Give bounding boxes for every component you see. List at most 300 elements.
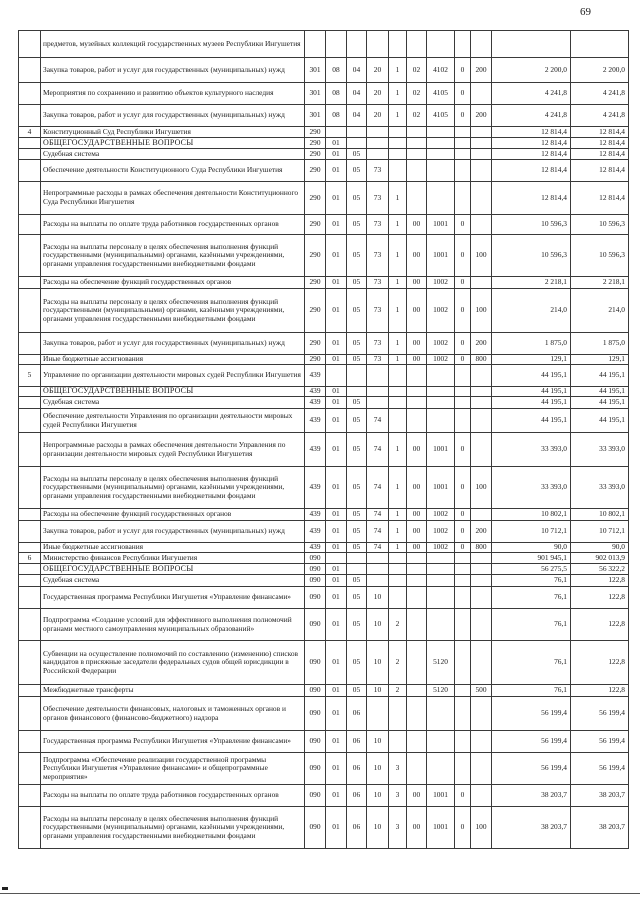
code-podrazdel-cell xyxy=(347,138,367,149)
code-napravlenie-cell: 1001 xyxy=(427,235,455,277)
row-number-cell xyxy=(19,409,41,433)
row-name-cell: Закупка товаров, работ и услуг для государственных (муниципальных) нужд xyxy=(41,58,305,83)
row-name-cell: Судебная система xyxy=(41,149,305,160)
amount-year2-cell: 1 875,0 xyxy=(571,333,629,355)
code-vid-cell xyxy=(471,160,492,182)
code-osnovnoe-cell xyxy=(407,641,427,685)
code-program-cell xyxy=(367,31,389,58)
code-program-cell: 10 xyxy=(367,641,389,685)
code-osnovnoe-cell: 02 xyxy=(407,105,427,127)
row-number-cell xyxy=(19,149,41,160)
amount-year1-cell: 56 275,5 xyxy=(492,564,571,575)
code-subprogram-cell xyxy=(389,31,407,58)
amount-year1-cell: 12 814,4 xyxy=(492,182,571,215)
amount-year1-cell: 12 814,4 xyxy=(492,138,571,149)
table-row xyxy=(19,160,629,182)
amount-year2-cell: 33 393,0 xyxy=(571,467,629,509)
code-osnovnoe-cell xyxy=(407,731,427,753)
code-osnovnoe-cell: 00 xyxy=(407,543,427,553)
code-vid-cell: 800 xyxy=(471,355,492,365)
code-subprogram-cell: 2 xyxy=(389,641,407,685)
code-podrazdel-cell: 04 xyxy=(347,83,367,105)
amount-year2-cell: 12 814,4 xyxy=(571,149,629,160)
code-grbs-cell: 290 xyxy=(305,127,326,138)
code-sub-cell: 0 xyxy=(455,543,471,553)
code-sub-cell xyxy=(455,564,471,575)
code-grbs-cell: 090 xyxy=(305,807,326,849)
code-subprogram-cell xyxy=(389,149,407,160)
amount-year2-cell: 12 814,4 xyxy=(571,160,629,182)
row-number-cell: 4 xyxy=(19,127,41,138)
code-subprogram-cell: 1 xyxy=(389,543,407,553)
code-vid-cell: 500 xyxy=(471,685,492,697)
code-razdel-cell: 01 xyxy=(326,215,347,235)
table-row xyxy=(19,731,629,753)
row-number-cell xyxy=(19,564,41,575)
code-grbs-cell: 290 xyxy=(305,333,326,355)
code-program-cell: 74 xyxy=(367,467,389,509)
code-podrazdel-cell: 05 xyxy=(347,509,367,521)
amount-year2-cell: 44 195,1 xyxy=(571,365,629,387)
code-subprogram-cell: 2 xyxy=(389,685,407,697)
code-osnovnoe-cell xyxy=(407,31,427,58)
code-razdel-cell: 01 xyxy=(326,397,347,409)
code-subprogram-cell: 1 xyxy=(389,215,407,235)
code-subprogram-cell xyxy=(389,138,407,149)
code-razdel-cell: 01 xyxy=(326,138,347,149)
code-program-cell xyxy=(367,575,389,587)
amount-year2-cell xyxy=(571,31,629,58)
code-program-cell: 20 xyxy=(367,58,389,83)
code-osnovnoe-cell xyxy=(407,685,427,697)
code-subprogram-cell xyxy=(389,365,407,387)
code-subprogram-cell: 1 xyxy=(389,182,407,215)
code-program-cell: 74 xyxy=(367,433,389,467)
code-podrazdel-cell: 05 xyxy=(347,587,367,609)
code-napravlenie-cell xyxy=(427,609,455,641)
code-sub-cell xyxy=(455,409,471,433)
table-row xyxy=(19,753,629,785)
code-subprogram-cell: 1 xyxy=(389,83,407,105)
code-napravlenie-cell: 1001 xyxy=(427,467,455,509)
code-grbs-cell: 090 xyxy=(305,587,326,609)
code-osnovnoe-cell xyxy=(407,387,427,397)
code-vid-cell: 100 xyxy=(471,235,492,277)
code-razdel-cell: 01 xyxy=(326,807,347,849)
amount-year2-cell: 2 218,1 xyxy=(571,277,629,289)
amount-year1-cell: 901 945,1 xyxy=(492,553,571,564)
row-number-cell xyxy=(19,31,41,58)
code-napravlenie-cell: 5120 xyxy=(427,685,455,697)
code-podrazdel-cell: 05 xyxy=(347,641,367,685)
code-napravlenie-cell: 1001 xyxy=(427,215,455,235)
code-razdel-cell: 01 xyxy=(326,355,347,365)
row-name-cell: Расходы на выплаты персоналу в целях обеспечения выполнения функций государственными (муниципальными) органами, казёнными учреждениями, органами управления государственными внебюджетными фондами xyxy=(41,467,305,509)
code-osnovnoe-cell xyxy=(407,160,427,182)
code-podrazdel-cell: 05 xyxy=(347,215,367,235)
code-napravlenie-cell xyxy=(427,564,455,575)
code-podrazdel-cell: 05 xyxy=(347,433,367,467)
table-row xyxy=(19,235,629,277)
amount-year2-cell: 56 199,4 xyxy=(571,731,629,753)
code-sub-cell: 0 xyxy=(455,521,471,543)
amount-year1-cell: 44 195,1 xyxy=(492,365,571,387)
code-sub-cell: 0 xyxy=(455,215,471,235)
table-row xyxy=(19,355,629,365)
code-grbs-cell: 090 xyxy=(305,609,326,641)
code-razdel-cell: 08 xyxy=(326,58,347,83)
row-name-cell: Иные бюджетные ассигнования xyxy=(41,543,305,553)
amount-year1-cell: 76,1 xyxy=(492,609,571,641)
code-napravlenie-cell: 1002 xyxy=(427,289,455,333)
row-name-cell: Министерство финансов Республики Ингушетия xyxy=(41,553,305,564)
amount-year2-cell: 122,8 xyxy=(571,641,629,685)
code-sub-cell: 0 xyxy=(455,509,471,521)
code-grbs-cell: 301 xyxy=(305,83,326,105)
amount-year2-cell: 56 199,4 xyxy=(571,697,629,731)
code-vid-cell xyxy=(471,731,492,753)
code-subprogram-cell: 1 xyxy=(389,289,407,333)
code-subprogram-cell xyxy=(389,387,407,397)
code-subprogram-cell: 1 xyxy=(389,509,407,521)
row-name-cell: Расходы на выплаты по оплате труда работников государственных органов xyxy=(41,785,305,807)
row-name-cell: предметов, музейных коллекций государственных музеев Республики Ингушетия xyxy=(41,31,305,58)
code-grbs-cell: 290 xyxy=(305,149,326,160)
amount-year1-cell: 38 203,7 xyxy=(492,807,571,849)
row-name-cell: ОБЩЕГОСУДАРСТВЕННЫЕ ВОПРОСЫ xyxy=(41,564,305,575)
code-program-cell: 10 xyxy=(367,731,389,753)
table-row xyxy=(19,685,629,697)
code-podrazdel-cell: 04 xyxy=(347,58,367,83)
table-row xyxy=(19,575,629,587)
code-sub-cell xyxy=(455,685,471,697)
table-row xyxy=(19,521,629,543)
table-row xyxy=(19,105,629,127)
amount-year1-cell: 129,1 xyxy=(492,355,571,365)
row-number-cell xyxy=(19,235,41,277)
code-sub-cell: 0 xyxy=(455,333,471,355)
code-napravlenie-cell xyxy=(427,553,455,564)
code-podrazdel-cell: 05 xyxy=(347,609,367,641)
code-osnovnoe-cell: 00 xyxy=(407,215,427,235)
table-row xyxy=(19,289,629,333)
code-sub-cell xyxy=(455,641,471,685)
code-subprogram-cell: 1 xyxy=(389,277,407,289)
code-vid-cell xyxy=(471,138,492,149)
amount-year2-cell: 12 814,4 xyxy=(571,127,629,138)
code-program-cell: 20 xyxy=(367,105,389,127)
code-razdel-cell: 01 xyxy=(326,543,347,553)
code-grbs-cell: 301 xyxy=(305,58,326,83)
code-sub-cell xyxy=(455,387,471,397)
code-podrazdel-cell: 05 xyxy=(347,543,367,553)
row-number-cell xyxy=(19,397,41,409)
code-napravlenie-cell xyxy=(427,409,455,433)
code-vid-cell: 800 xyxy=(471,543,492,553)
table-row xyxy=(19,149,629,160)
code-napravlenie-cell xyxy=(427,397,455,409)
amount-year2-cell: 44 195,1 xyxy=(571,409,629,433)
code-vid-cell xyxy=(471,553,492,564)
code-podrazdel-cell: 04 xyxy=(347,105,367,127)
amount-year2-cell: 2 200,0 xyxy=(571,58,629,83)
row-number-cell xyxy=(19,160,41,182)
code-program-cell: 10 xyxy=(367,753,389,785)
code-podrazdel-cell: 05 xyxy=(347,685,367,697)
code-program-cell xyxy=(367,564,389,575)
row-number-cell xyxy=(19,521,41,543)
code-napravlenie-cell: 1002 xyxy=(427,277,455,289)
amount-year2-cell: 902 013,9 xyxy=(571,553,629,564)
code-vid-cell: 200 xyxy=(471,58,492,83)
row-number-cell xyxy=(19,575,41,587)
amount-year2-cell: 12 814,4 xyxy=(571,138,629,149)
row-number-cell xyxy=(19,587,41,609)
code-podrazdel-cell: 05 xyxy=(347,397,367,409)
amount-year2-cell: 12 814,4 xyxy=(571,182,629,215)
row-name-cell: Государственная программа Республики Ингушетия «Управление финансами» xyxy=(41,587,305,609)
code-osnovnoe-cell xyxy=(407,553,427,564)
code-vid-cell xyxy=(471,277,492,289)
code-razdel-cell: 01 xyxy=(326,697,347,731)
code-razdel-cell: 01 xyxy=(326,467,347,509)
code-podrazdel-cell: 05 xyxy=(347,355,367,365)
code-grbs-cell: 439 xyxy=(305,387,326,397)
code-grbs-cell: 090 xyxy=(305,785,326,807)
table-row xyxy=(19,564,629,575)
code-sub-cell: 0 xyxy=(455,467,471,509)
code-podrazdel-cell: 05 xyxy=(347,289,367,333)
code-sub-cell: 0 xyxy=(455,289,471,333)
code-program-cell xyxy=(367,397,389,409)
code-napravlenie-cell xyxy=(427,697,455,731)
code-sub-cell: 0 xyxy=(455,785,471,807)
amount-year2-cell: 90,0 xyxy=(571,543,629,553)
code-napravlenie-cell xyxy=(427,127,455,138)
code-razdel-cell: 08 xyxy=(326,105,347,127)
code-program-cell xyxy=(367,697,389,731)
amount-year2-cell: 122,8 xyxy=(571,575,629,587)
code-subprogram-cell xyxy=(389,587,407,609)
code-napravlenie-cell xyxy=(427,182,455,215)
code-napravlenie-cell: 1002 xyxy=(427,521,455,543)
code-osnovnoe-cell xyxy=(407,138,427,149)
row-name-cell: Подпрограмма «Создание условий для эффективного выполнения полномочий органами местного самоуправления муниципальных образований» xyxy=(41,609,305,641)
code-osnovnoe-cell xyxy=(407,575,427,587)
code-program-cell: 73 xyxy=(367,289,389,333)
code-podrazdel-cell: 05 xyxy=(347,333,367,355)
code-napravlenie-cell xyxy=(427,160,455,182)
code-napravlenie-cell xyxy=(427,31,455,58)
code-program-cell: 73 xyxy=(367,333,389,355)
code-razdel-cell: 01 xyxy=(326,277,347,289)
code-grbs-cell: 439 xyxy=(305,521,326,543)
row-number-cell xyxy=(19,731,41,753)
table-row xyxy=(19,409,629,433)
row-number-cell xyxy=(19,641,41,685)
code-program-cell: 10 xyxy=(367,807,389,849)
code-sub-cell xyxy=(455,575,471,587)
row-number-cell: 6 xyxy=(19,553,41,564)
code-napravlenie-cell xyxy=(427,149,455,160)
row-number-cell xyxy=(19,277,41,289)
code-osnovnoe-cell xyxy=(407,587,427,609)
page-bottom-rule xyxy=(0,893,640,894)
code-podrazdel-cell: 05 xyxy=(347,235,367,277)
row-name-cell: Иные бюджетные ассигнования xyxy=(41,355,305,365)
code-razdel-cell: 01 xyxy=(326,333,347,355)
code-subprogram-cell: 1 xyxy=(389,433,407,467)
code-program-cell: 74 xyxy=(367,521,389,543)
code-subprogram-cell xyxy=(389,160,407,182)
code-podrazdel-cell: 05 xyxy=(347,409,367,433)
amount-year1-cell: 33 393,0 xyxy=(492,433,571,467)
code-grbs-cell: 290 xyxy=(305,289,326,333)
row-name-cell: Расходы на выплаты персоналу в целях обеспечения выполнения функций государственными (муниципальными) органами, казёнными учреждениями, органами управления государственными внебюджетными фондами xyxy=(41,807,305,849)
row-number-cell xyxy=(19,387,41,397)
code-sub-cell xyxy=(455,182,471,215)
code-sub-cell: 0 xyxy=(455,355,471,365)
row-name-cell: Конституционный Суд Республики Ингушетия xyxy=(41,127,305,138)
table-row xyxy=(19,609,629,641)
code-vid-cell xyxy=(471,409,492,433)
code-subprogram-cell: 1 xyxy=(389,235,407,277)
code-vid-cell xyxy=(471,609,492,641)
table-row xyxy=(19,127,629,138)
code-vid-cell: 200 xyxy=(471,105,492,127)
row-number-cell xyxy=(19,289,41,333)
code-vid-cell: 100 xyxy=(471,289,492,333)
row-number-cell xyxy=(19,83,41,105)
code-napravlenie-cell xyxy=(427,138,455,149)
code-subprogram-cell xyxy=(389,564,407,575)
code-subprogram-cell: 1 xyxy=(389,521,407,543)
code-sub-cell xyxy=(455,397,471,409)
table-row xyxy=(19,138,629,149)
amount-year1-cell: 214,0 xyxy=(492,289,571,333)
amount-year2-cell: 38 203,7 xyxy=(571,785,629,807)
table-row xyxy=(19,277,629,289)
code-podrazdel-cell: 06 xyxy=(347,753,367,785)
code-grbs-cell: 090 xyxy=(305,753,326,785)
code-sub-cell xyxy=(455,609,471,641)
row-name-cell: Расходы на обеспечение функций государственных органов xyxy=(41,509,305,521)
code-vid-cell xyxy=(471,397,492,409)
code-sub-cell xyxy=(455,138,471,149)
amount-year2-cell: 4 241,8 xyxy=(571,105,629,127)
code-sub-cell xyxy=(455,160,471,182)
code-podrazdel-cell: 06 xyxy=(347,731,367,753)
code-osnovnoe-cell: 00 xyxy=(407,235,427,277)
row-name-cell: Судебная система xyxy=(41,575,305,587)
code-grbs-cell: 090 xyxy=(305,564,326,575)
code-sub-cell xyxy=(455,587,471,609)
code-vid-cell xyxy=(471,387,492,397)
code-razdel-cell: 01 xyxy=(326,289,347,333)
code-razdel-cell: 01 xyxy=(326,387,347,397)
code-sub-cell: 0 xyxy=(455,277,471,289)
table-row xyxy=(19,807,629,849)
code-vid-cell xyxy=(471,753,492,785)
code-sub-cell: 0 xyxy=(455,58,471,83)
amount-year2-cell: 33 393,0 xyxy=(571,433,629,467)
amount-year1-cell: 4 241,8 xyxy=(492,105,571,127)
code-vid-cell: 200 xyxy=(471,333,492,355)
amount-year2-cell: 56 322,2 xyxy=(571,564,629,575)
code-sub-cell xyxy=(455,365,471,387)
code-podrazdel-cell xyxy=(347,553,367,564)
code-program-cell: 74 xyxy=(367,409,389,433)
code-napravlenie-cell: 1002 xyxy=(427,355,455,365)
table-row xyxy=(19,215,629,235)
table-row xyxy=(19,509,629,521)
code-osnovnoe-cell xyxy=(407,149,427,160)
row-name-cell: ОБЩЕГОСУДАРСТВЕННЫЕ ВОПРОСЫ xyxy=(41,138,305,149)
code-vid-cell xyxy=(471,215,492,235)
budget-table-body xyxy=(19,31,629,849)
code-podrazdel-cell xyxy=(347,31,367,58)
row-name-cell: Расходы на выплаты персоналу в целях обеспечения выполнения функций государственными (муниципальными) органами, казёнными учреждениями, органами управления государственными внебюджетными фондами xyxy=(41,235,305,277)
code-vid-cell xyxy=(471,365,492,387)
code-sub-cell: 0 xyxy=(455,105,471,127)
row-name-cell: Мероприятия по сохранению и развитию объектов культурного наследия xyxy=(41,83,305,105)
code-grbs-cell: 090 xyxy=(305,641,326,685)
code-subprogram-cell: 1 xyxy=(389,105,407,127)
amount-year2-cell: 44 195,1 xyxy=(571,387,629,397)
code-razdel-cell xyxy=(326,553,347,564)
code-sub-cell: 0 xyxy=(455,433,471,467)
code-program-cell: 74 xyxy=(367,543,389,553)
row-number-cell xyxy=(19,215,41,235)
code-sub-cell xyxy=(455,149,471,160)
row-name-cell: Межбюджетные трансферты xyxy=(41,685,305,697)
code-podrazdel-cell: 05 xyxy=(347,467,367,509)
code-program-cell xyxy=(367,553,389,564)
code-osnovnoe-cell: 00 xyxy=(407,433,427,467)
code-vid-cell xyxy=(471,697,492,731)
code-napravlenie-cell xyxy=(427,731,455,753)
code-napravlenie-cell: 1002 xyxy=(427,333,455,355)
row-number-cell xyxy=(19,509,41,521)
row-number-cell xyxy=(19,58,41,83)
code-napravlenie-cell: 1001 xyxy=(427,433,455,467)
code-program-cell: 73 xyxy=(367,235,389,277)
code-razdel-cell: 01 xyxy=(326,587,347,609)
code-razdel-cell: 01 xyxy=(326,609,347,641)
code-razdel-cell: 01 xyxy=(326,521,347,543)
code-osnovnoe-cell xyxy=(407,365,427,387)
budget-table xyxy=(18,30,629,849)
code-napravlenie-cell: 1002 xyxy=(427,509,455,521)
amount-year1-cell: 56 199,4 xyxy=(492,731,571,753)
code-razdel-cell: 08 xyxy=(326,83,347,105)
code-napravlenie-cell: 1002 xyxy=(427,543,455,553)
row-name-cell: Расходы на выплаты персоналу в целях обеспечения выполнения функций государственными (муниципальными) органами, казёнными учреждениями, органами управления государственными внебюджетными фондами xyxy=(41,289,305,333)
amount-year2-cell: 122,8 xyxy=(571,609,629,641)
code-razdel-cell: 01 xyxy=(326,731,347,753)
row-number-cell xyxy=(19,467,41,509)
code-program-cell: 10 xyxy=(367,587,389,609)
code-subprogram-cell xyxy=(389,731,407,753)
code-program-cell: 74 xyxy=(367,509,389,521)
code-napravlenie-cell xyxy=(427,753,455,785)
code-grbs-cell: 090 xyxy=(305,553,326,564)
amount-year1-cell: 4 241,8 xyxy=(492,83,571,105)
code-grbs-cell: 439 xyxy=(305,433,326,467)
code-podrazdel-cell xyxy=(347,365,367,387)
amount-year1-cell: 1 875,0 xyxy=(492,333,571,355)
code-grbs-cell: 439 xyxy=(305,543,326,553)
